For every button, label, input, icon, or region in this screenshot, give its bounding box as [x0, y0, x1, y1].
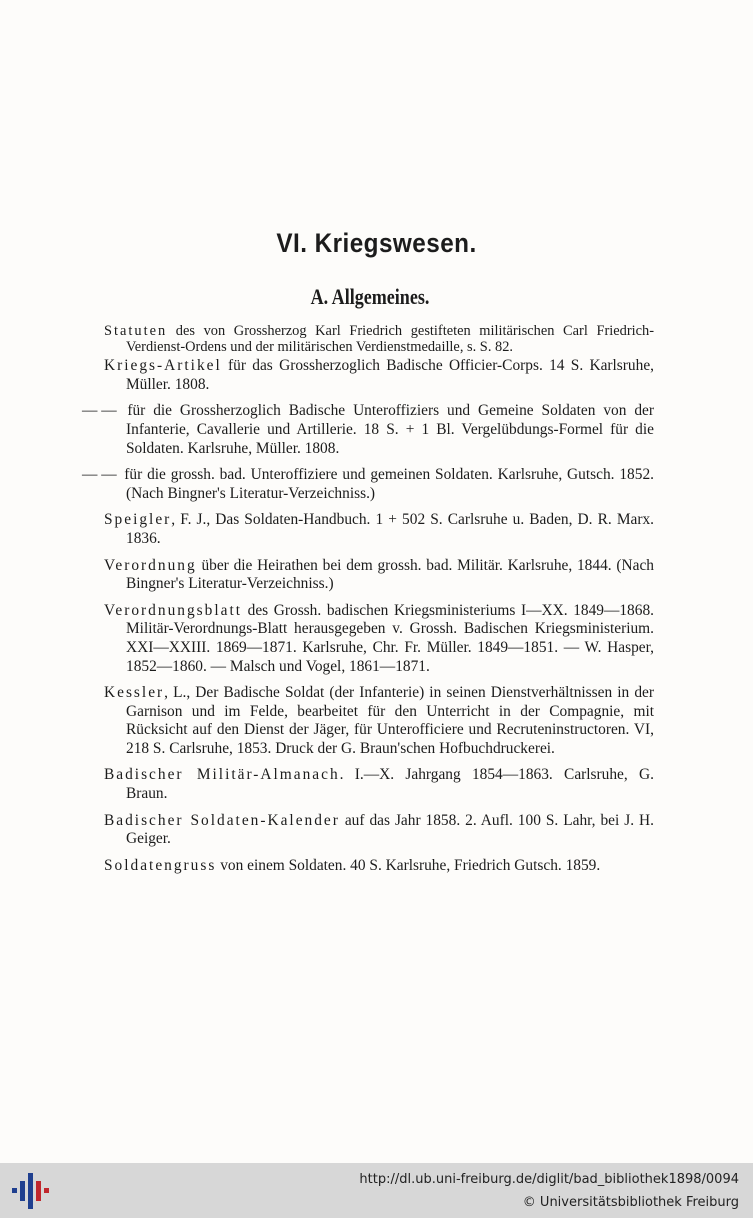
entry-author: Statuten — [104, 323, 168, 339]
chapter-title: VI. Kriegswesen. — [276, 228, 477, 258]
entry-author: Kriegs-Artikel — [104, 357, 222, 375]
entry-text: des von Grossherzog Karl Friedrich gestifteten militärischen Carl Friedrich-Verdienst-Ordens und der militärischen Verdienstmedaille, s. S. 82. — [126, 323, 654, 355]
entry-text: , L., Der Badische Soldat (der Infanterie) in seinen Dienstverhältnissen in der Garnison und im Felde, bearbeitet für den Unterricht in der Compagnie, mit Rücksicht auf den Dienst der Jäger, für Unterofficiere und Recruteninstructoren. VI, 218 S. Carlsruhe, 1853. Druck der G. Braun'schen Hofbuchdruckerei. — [126, 684, 654, 757]
bibliography-entry — [104, 324, 654, 355]
bibliography-entry — [104, 812, 654, 849]
entry-author: Badischer Militär-Almanach — [104, 766, 340, 784]
entry-text: des Grossh. badischen Kriegsministeriums I—XX. 1849—1868. Militär-Verordnungs-Blatt herausgegeben v. Grossh. Badischen Kriegsministerium. XXI—XXIII. 1869—1871. Karlsruhe, Chr. Fr. Müller. 1849—1851. — W. Hasper, 1852—1860. — Malsch und Vogel, 1861—1871. — [126, 601, 654, 675]
entry-text: über die Heirathen bei dem grossh. bad. Militär. Karlsruhe, 1844. (Nach Bingner's Literatur-Verzeichniss.) — [126, 556, 654, 593]
entry-author: Soldatengruss — [104, 856, 217, 874]
entry-author: Verordnungsblatt — [104, 601, 243, 619]
bibliography-entry — [104, 602, 654, 676]
bibliography-list — [82, 323, 654, 883]
entry-text: . I.—X. Jahrgang 1854—1863. Carlsruhe, G. Braun. — [126, 766, 654, 803]
entry-author: Verordnung — [104, 556, 197, 574]
library-logo-icon — [10, 1173, 50, 1209]
entry-text: von einem Soldaten. 40 S. Karlsruhe, Friedrich Gutsch. 1859. — [216, 856, 601, 874]
entry-text: für das Grossherzoglich Badische Officier-Corps. 14 S. Karlsruhe, Müller. 1808. — [126, 357, 654, 393]
bibliography-entry — [104, 684, 654, 758]
copyright-notice: © Universitätsbibliothek Freiburg — [522, 1195, 739, 1210]
entry-author: — — — [82, 402, 117, 420]
bibliography-entry — [104, 511, 654, 548]
viewer-footer — [0, 1163, 753, 1218]
bibliography-entry — [82, 466, 654, 503]
bibliography-entry — [104, 857, 654, 876]
entry-text: für die grossh. bad. Unteroffiziere und gemeinen Soldaten. Karlsruhe, Gutsch. 1852. (Nach Bingner's Literatur-Verzeichniss.) — [119, 466, 654, 502]
permalink-link[interactable]: http://dl.ub.uni-freiburg.de/diglit/bad_bibliothek1898/0094 — [359, 1172, 739, 1187]
bibliography-entry — [82, 402, 654, 458]
entry-text: , F. J., Das Soldaten-Handbuch. 1 + 502 S. Carlsruhe u. Baden, D. R. Marx. 1836. — [126, 511, 654, 547]
bibliography-entry — [104, 557, 654, 594]
entry-author: Speigler — [104, 511, 172, 529]
entry-text: für die Grossherzoglich Badische Unteroffiziers und Gemeine Soldaten von der Infanterie, Cavallerie und Artillerie. 18 S. + 1 Bl. Vergelübdungs-Formel für die Soldaten. Karlsruhe, Müller. 1808. — [119, 402, 654, 457]
entry-text: auf das Jahr 1858. 2. Aufl. 100 S. Lahr, bei J. H. Geiger. — [126, 811, 654, 848]
section-title: A. Allgemeines. — [310, 284, 430, 309]
bibliography-entry — [104, 766, 654, 803]
bibliography-entry — [104, 357, 654, 394]
entry-author: Badischer Soldaten-Kalender — [104, 811, 340, 829]
entry-author: Kessler — [104, 684, 165, 702]
entry-author: — — — [82, 466, 117, 484]
